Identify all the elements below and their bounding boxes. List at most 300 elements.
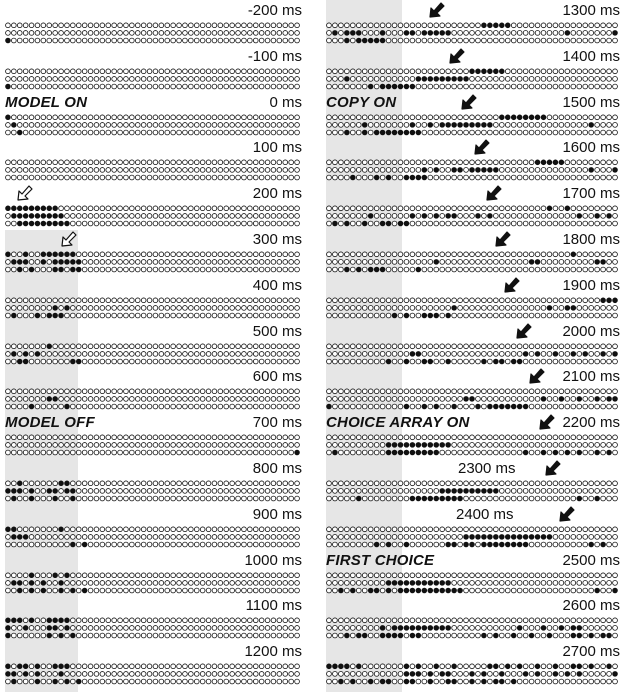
empty-dot [398,23,403,28]
empty-dot [165,298,170,303]
empty-dot [11,359,16,364]
empty-dot [100,534,105,539]
spike-dot [553,672,558,677]
empty-dot [511,618,516,623]
empty-dot [374,359,379,364]
spike-dot [523,450,528,455]
empty-dot [482,84,487,89]
empty-dot [100,489,105,494]
empty-dot [82,443,87,448]
empty-dot [188,130,193,135]
empty-dot [35,618,40,623]
empty-dot [517,443,522,448]
empty-dot [29,130,34,135]
empty-dot [404,534,409,539]
empty-dot [124,130,129,135]
empty-dot [129,76,134,81]
empty-dot [452,573,457,578]
empty-dot [206,38,211,43]
empty-dot [82,450,87,455]
empty-dot [59,389,64,394]
empty-dot [541,588,546,593]
empty-dot [327,481,332,486]
empty-dot [106,168,111,173]
empty-dot [171,527,176,532]
empty-dot [607,626,612,631]
empty-dot [271,69,276,74]
empty-dot [595,168,600,173]
spike-dot [404,580,409,585]
empty-dot [446,435,451,440]
empty-dot [356,405,361,410]
empty-dot [100,634,105,639]
empty-dot [289,679,294,684]
empty-dot [218,298,223,303]
spike-dot [11,679,16,684]
spike-dot [59,527,64,532]
empty-dot [428,305,433,310]
empty-dot [76,443,81,448]
spike-dot [53,679,58,684]
empty-dot [153,588,158,593]
empty-dot [344,672,349,677]
empty-dot [499,351,504,356]
empty-dot [368,580,373,585]
empty-dot [247,542,252,547]
empty-dot [410,206,415,211]
empty-dot [565,313,570,318]
empty-dot [236,542,241,547]
empty-dot [41,115,46,120]
spike-dot [458,76,463,81]
empty-dot [259,69,264,74]
spike-dot [535,672,540,677]
empty-dot [392,664,397,669]
empty-dot [547,527,552,532]
empty-dot [206,252,211,257]
empty-dot [470,634,475,639]
empty-dot [559,31,564,36]
spike-dot [440,443,445,448]
empty-dot [356,489,361,494]
empty-dot [374,435,379,440]
empty-dot [589,130,594,135]
empty-dot [380,359,385,364]
empty-dot [65,450,70,455]
empty-dot [242,168,247,173]
empty-dot [242,489,247,494]
empty-dot [247,664,252,669]
empty-dot [410,359,415,364]
empty-dot [65,443,70,448]
empty-dot [362,252,367,257]
empty-dot [344,489,349,494]
spike-dot [11,489,16,494]
empty-dot [350,313,355,318]
empty-dot [17,626,22,631]
empty-dot [440,252,445,257]
spike-dot [577,672,582,677]
spike-dot [53,664,58,669]
spike-dot [487,23,492,28]
spike-raster [5,21,300,45]
empty-dot [350,260,355,265]
empty-dot [339,344,344,349]
empty-dot [259,160,264,165]
empty-dot [53,31,58,36]
empty-dot [35,168,40,173]
empty-dot [607,221,612,226]
empty-dot [380,672,385,677]
empty-dot [159,298,164,303]
empty-dot [458,160,463,165]
empty-dot [565,176,570,181]
time-label: 1900 ms [562,276,620,294]
empty-dot [380,344,385,349]
spike-dot [434,626,439,631]
empty-dot [344,573,349,578]
empty-dot [601,534,606,539]
spike-dot [505,115,510,120]
empty-dot [339,305,344,310]
empty-dot [224,481,229,486]
empty-dot [47,580,52,585]
empty-dot [541,176,546,181]
empty-dot [595,679,600,684]
empty-dot [70,176,75,181]
empty-dot [595,69,600,74]
spike-dot [386,542,391,547]
empty-dot [159,313,164,318]
empty-dot [259,634,264,639]
spike-dot [601,542,606,547]
empty-dot [271,496,276,501]
spike-dot [392,450,397,455]
spike-dot [65,679,70,684]
empty-dot [17,405,22,410]
empty-dot [446,481,451,486]
empty-dot [135,626,140,631]
empty-dot [159,496,164,501]
empty-dot [392,31,397,36]
empty-dot [165,344,170,349]
empty-dot [601,115,606,120]
empty-dot [230,664,235,669]
spike-dot [386,580,391,585]
time-label: 500 ms [252,322,302,340]
empty-dot [368,122,373,127]
empty-dot [35,435,40,440]
empty-dot [595,527,600,532]
empty-dot [23,344,28,349]
empty-dot [482,405,487,410]
empty-dot [188,618,193,623]
spike-raster [326,662,618,686]
spike-dot [589,168,594,173]
empty-dot [470,267,475,272]
empty-dot [88,450,93,455]
empty-dot [493,260,498,265]
empty-dot [47,122,52,127]
spike-dot [380,84,385,89]
empty-dot [218,351,223,356]
empty-dot [224,214,229,219]
empty-dot [29,435,34,440]
empty-dot [265,672,270,677]
empty-dot [23,450,28,455]
spike-dot [29,588,34,593]
empty-dot [135,76,140,81]
empty-dot [428,176,433,181]
empty-dot [17,160,22,165]
empty-dot [82,214,87,219]
empty-dot [271,252,276,257]
empty-dot [482,305,487,310]
spike-dot [47,206,52,211]
empty-dot [517,489,522,494]
empty-dot [553,542,558,547]
empty-dot [547,450,552,455]
empty-dot [559,634,564,639]
empty-dot [613,76,618,81]
empty-dot [200,359,205,364]
spike-dot [76,359,81,364]
empty-dot [23,443,28,448]
empty-dot [434,38,439,43]
empty-dot [200,618,205,623]
spike-dot [505,664,510,669]
empty-dot [159,221,164,226]
spike-dot [446,122,451,127]
empty-dot [124,351,129,356]
empty-dot [236,626,241,631]
empty-dot [505,527,510,532]
empty-dot [440,160,445,165]
empty-dot [511,176,516,181]
empty-dot [230,221,235,226]
empty-dot [147,580,152,585]
spike-dot [505,534,510,539]
empty-dot [362,534,367,539]
empty-dot [53,672,58,677]
empty-dot [559,115,564,120]
empty-dot [487,344,492,349]
empty-dot [577,23,582,28]
empty-dot [206,351,211,356]
empty-dot [135,397,140,402]
empty-dot [188,664,193,669]
spike-raster [5,113,300,137]
empty-dot [82,206,87,211]
empty-dot [65,76,70,81]
spike-dot [53,397,58,402]
empty-dot [499,527,504,532]
empty-dot [230,305,235,310]
empty-dot [112,122,117,127]
empty-dot [283,489,288,494]
empty-dot [565,160,570,165]
empty-dot [159,618,164,623]
empty-dot [224,130,229,135]
empty-dot [41,634,46,639]
empty-dot [23,84,28,89]
empty-dot [6,31,11,36]
empty-dot [53,534,58,539]
empty-dot [242,542,247,547]
empty-dot [529,527,534,532]
empty-dot [333,260,338,265]
empty-dot [200,160,205,165]
empty-dot [253,580,258,585]
empty-dot [82,359,87,364]
spike-dot [470,69,475,74]
empty-dot [106,130,111,135]
empty-dot [265,313,270,318]
empty-dot [553,69,558,74]
empty-dot [65,160,70,165]
empty-dot [23,397,28,402]
empty-dot [259,405,264,410]
empty-dot [82,397,87,402]
empty-dot [333,443,338,448]
empty-dot [428,618,433,623]
empty-dot [76,115,81,120]
empty-dot [224,84,229,89]
empty-dot [194,252,199,257]
empty-dot [464,160,469,165]
empty-dot [59,115,64,120]
empty-dot [410,305,415,310]
empty-dot [259,672,264,677]
empty-dot [183,397,188,402]
empty-dot [183,389,188,394]
empty-dot [188,397,193,402]
empty-dot [386,160,391,165]
spike-dot [541,115,546,120]
empty-dot [236,534,241,539]
empty-dot [141,679,146,684]
empty-dot [458,618,463,623]
empty-dot [607,542,612,547]
empty-dot [242,313,247,318]
empty-dot [571,23,576,28]
spike-dot [434,450,439,455]
empty-dot [565,130,570,135]
spike-dot [59,221,64,226]
empty-dot [404,344,409,349]
empty-dot [188,496,193,501]
empty-dot [452,38,457,43]
empty-dot [380,305,385,310]
empty-dot [283,38,288,43]
empty-dot [547,618,552,623]
spike-dot [344,38,349,43]
empty-dot [464,496,469,501]
empty-dot [53,69,58,74]
empty-dot [65,122,70,127]
empty-dot [356,84,361,89]
empty-dot [386,534,391,539]
empty-dot [295,313,300,318]
empty-dot [159,542,164,547]
empty-dot [212,252,217,257]
empty-dot [242,122,247,127]
empty-dot [386,313,391,318]
spike-dot [59,313,64,318]
empty-dot [505,618,510,623]
empty-dot [535,76,540,81]
empty-dot [386,260,391,265]
empty-dot [194,618,199,623]
empty-dot [53,168,58,173]
empty-dot [541,443,546,448]
empty-dot [559,443,564,448]
empty-dot [265,496,270,501]
empty-dot [153,38,158,43]
empty-dot [41,298,46,303]
empty-dot [23,160,28,165]
empty-dot [589,176,594,181]
empty-dot [118,397,123,402]
empty-dot [386,351,391,356]
empty-dot [416,252,421,257]
empty-dot [194,38,199,43]
empty-dot [565,214,570,219]
spike-dot [440,580,445,585]
empty-dot [511,206,516,211]
empty-dot [368,672,373,677]
empty-dot [29,351,34,356]
empty-dot [283,298,288,303]
empty-dot [100,298,105,303]
empty-dot [283,679,288,684]
empty-dot [577,305,582,310]
empty-dot [374,443,379,448]
empty-dot [356,679,361,684]
spike-dot [553,450,558,455]
empty-dot [362,260,367,265]
empty-dot [416,69,421,74]
empty-dot [177,31,182,36]
empty-dot [194,160,199,165]
empty-dot [476,542,481,547]
empty-dot [224,38,229,43]
empty-dot [47,389,52,394]
empty-dot [224,618,229,623]
empty-dot [11,450,16,455]
empty-dot [177,267,182,272]
empty-dot [200,168,205,173]
spike-dot [476,214,481,219]
empty-dot [535,405,540,410]
empty-dot [129,351,134,356]
empty-dot [487,351,492,356]
empty-dot [344,122,349,127]
empty-dot [59,450,64,455]
empty-dot [177,84,182,89]
empty-dot [440,618,445,623]
empty-dot [362,405,367,410]
empty-dot [452,359,457,364]
spike-dot [493,405,498,410]
empty-dot [583,84,588,89]
empty-dot [404,496,409,501]
empty-dot [583,313,588,318]
empty-dot [6,580,11,585]
empty-dot [277,542,282,547]
empty-dot [100,84,105,89]
empty-dot [333,298,338,303]
